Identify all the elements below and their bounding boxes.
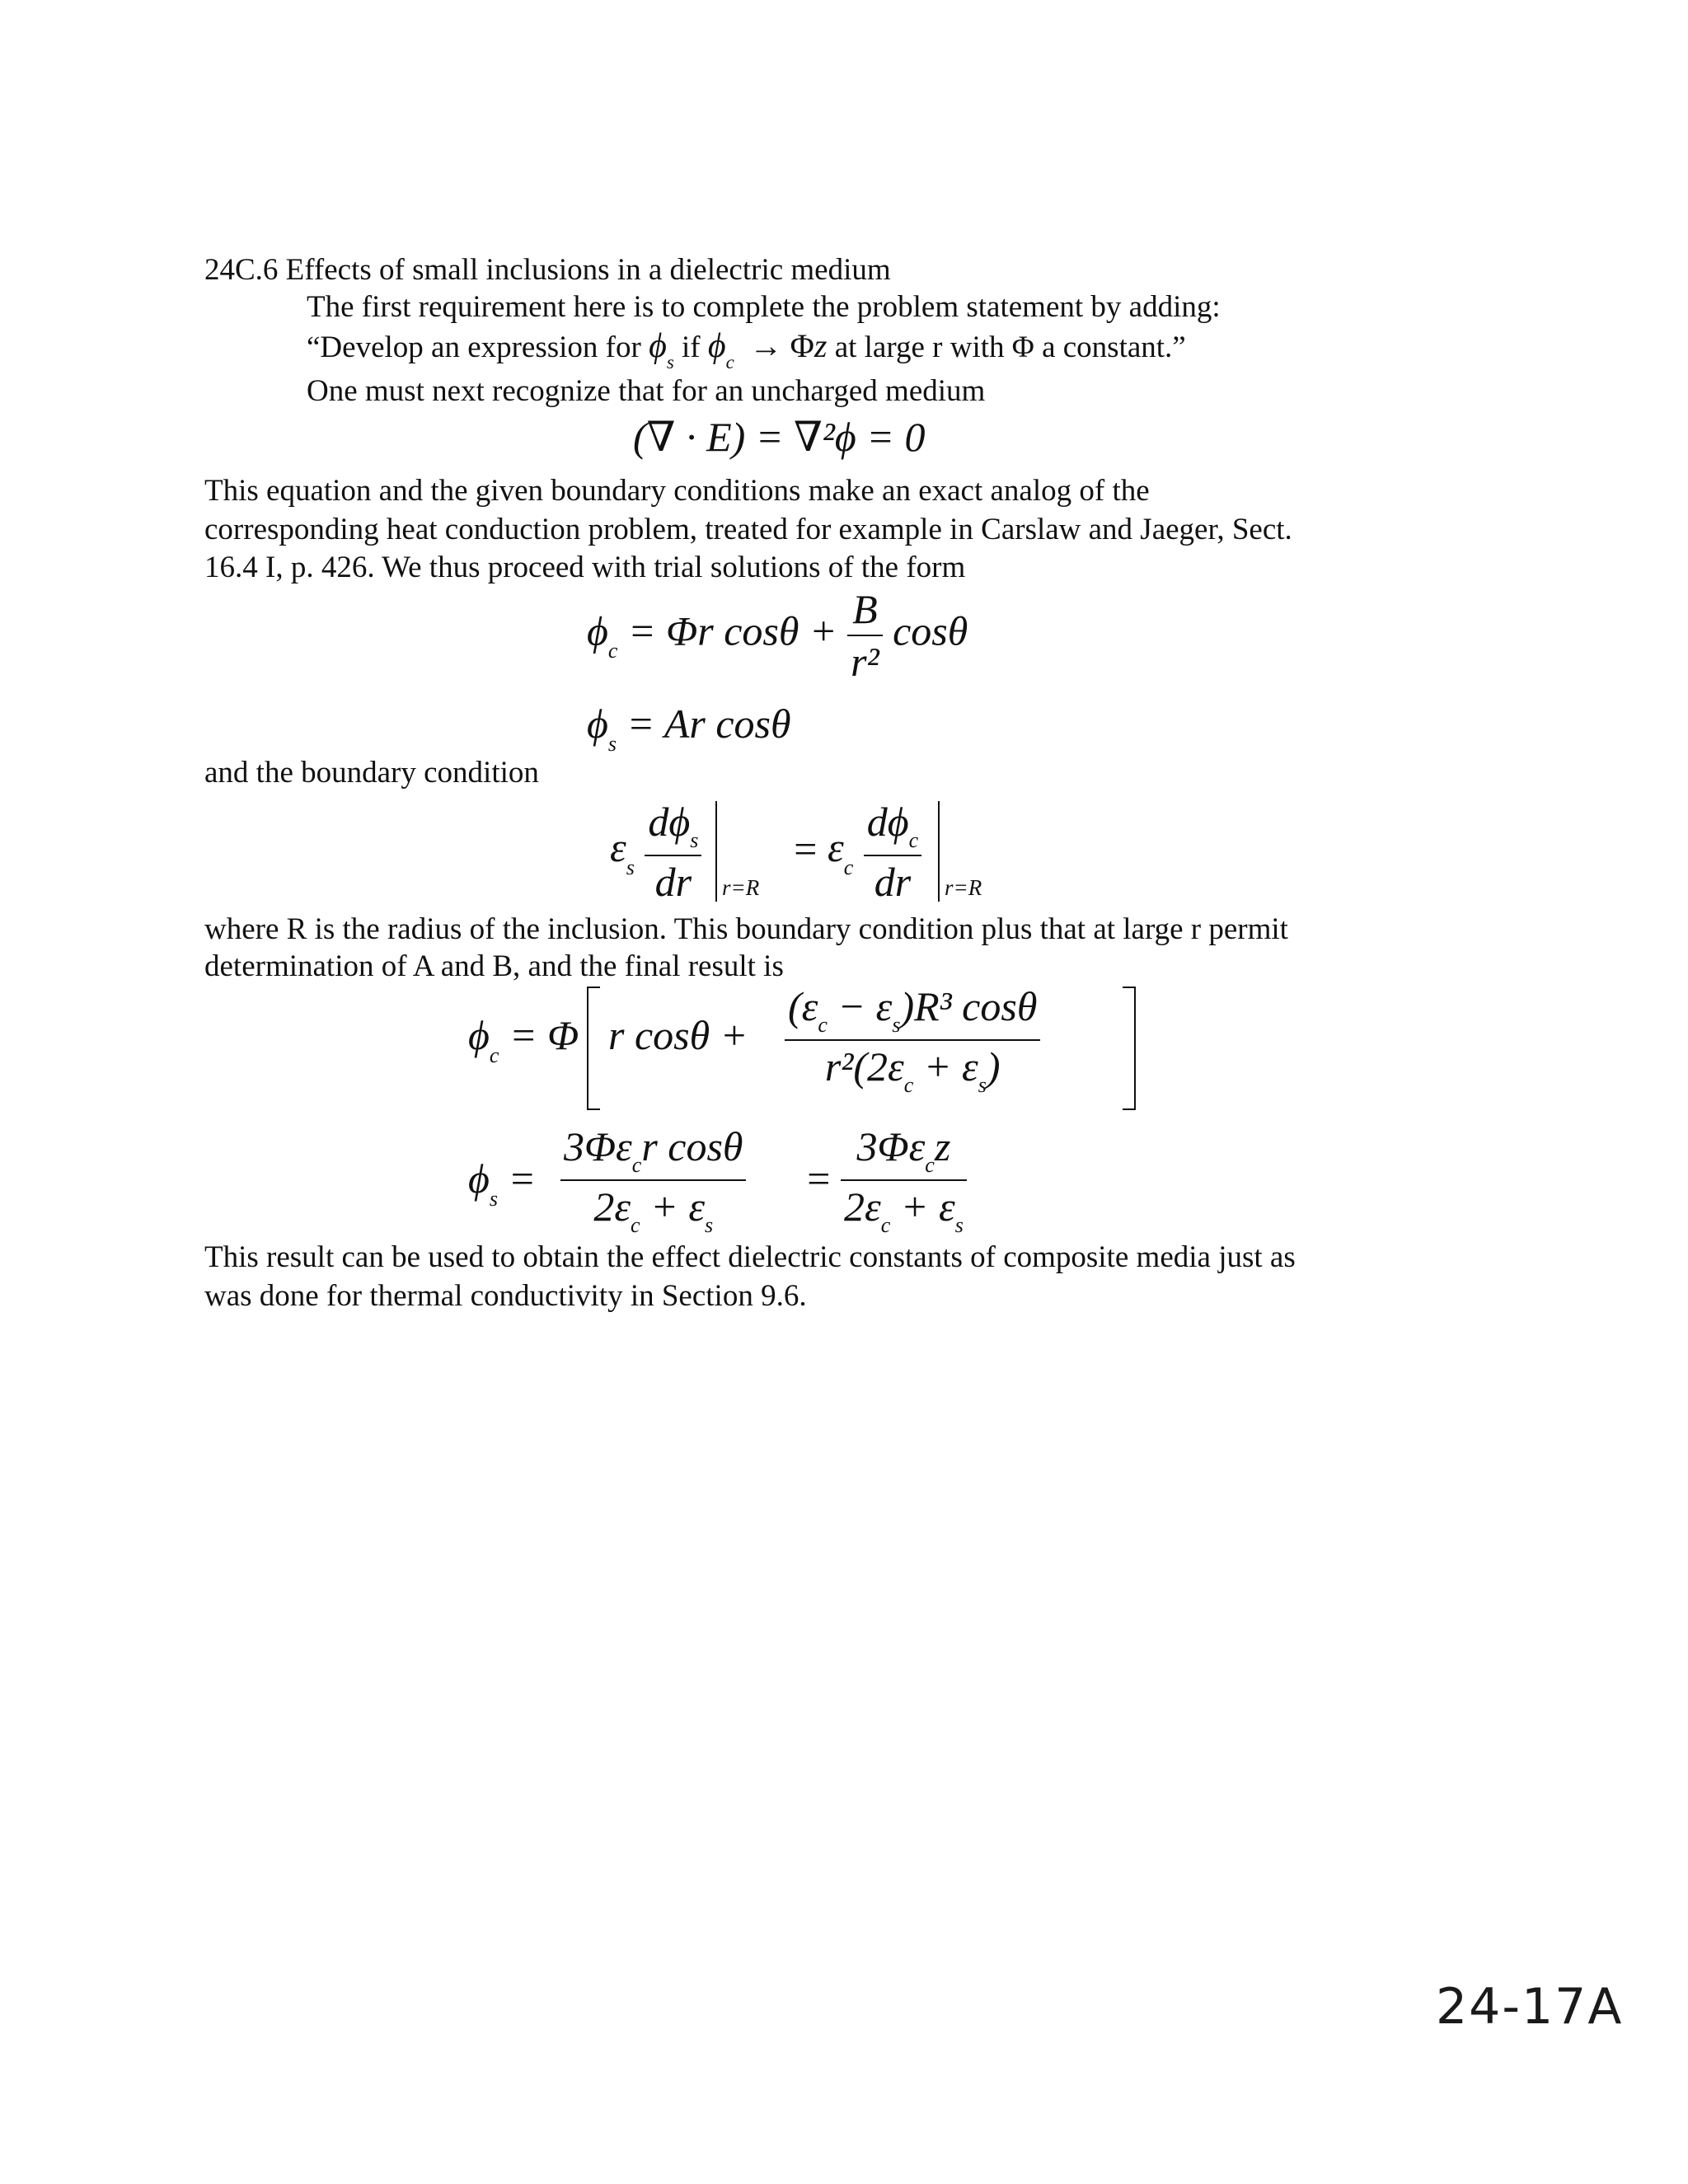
- phi-symbol: ϕ: [468, 1012, 490, 1058]
- phi-subscript-c: c: [725, 352, 734, 373]
- trial-c-term-2: cosθ: [893, 607, 968, 654]
- fraction-bar: [847, 635, 882, 636]
- paragraph-boundary: and the boundary condition: [204, 756, 539, 790]
- equation-result-phi-s-lhs: [468, 1154, 536, 1211]
- paragraph-result-line-1: where R is the radius of the inclusion. This boundary condition plus that at large r permit: [204, 912, 1288, 946]
- fraction-numerator: $d\phi_c$: [866, 799, 919, 852]
- paragraph-result-line-2: determination of A and B, and the final result is: [204, 949, 784, 983]
- fraction-dphi-s-dr: [645, 798, 701, 906]
- equation-result-phi-s-fraction-2: [841, 1122, 967, 1238]
- epsilon-symbol: ε: [828, 823, 844, 870]
- result-c-equals-Phi: = Φ: [509, 1012, 579, 1058]
- fraction-dphi-c-dr: [864, 798, 921, 906]
- fraction-denominator: r²: [851, 639, 879, 685]
- phi-subscript-c: c: [607, 639, 618, 663]
- quote-text-start: “Develop an expression for: [307, 330, 641, 364]
- epsilon-subscript-s: s: [626, 855, 635, 879]
- paragraph-quote: [307, 327, 1186, 373]
- evaluation-bar: [938, 801, 940, 902]
- phi-subscript-s: s: [607, 732, 617, 756]
- phi-subscript-s: s: [666, 352, 674, 373]
- Phi-symbol: Φ: [1011, 330, 1034, 364]
- paragraph-conclusion-line-2: was done for thermal conductivity in Section 9.6.: [204, 1279, 807, 1313]
- fraction-numerator: B: [852, 586, 878, 632]
- right-bracket: [1123, 987, 1136, 1110]
- equation-laplace: (∇ · E) = ∇²ϕ = 0: [633, 414, 926, 460]
- fraction-denominator: $2\varepsilon_c + \varepsilon_s$: [844, 1183, 964, 1237]
- phi-subscript-c: c: [489, 1043, 499, 1067]
- fraction-B-over-r2: [847, 585, 882, 686]
- fraction-denominator: dr: [874, 859, 912, 905]
- evaluation-bar: [715, 801, 717, 902]
- fraction-numerator: $3\Phi\varepsilon_cz$: [856, 1123, 951, 1177]
- epsilon-subscript-c: c: [843, 855, 854, 879]
- phi-symbol: ϕ: [649, 327, 667, 365]
- fraction-bar: [785, 1039, 1040, 1041]
- Phi-symbol: Φ: [790, 327, 814, 364]
- fraction-numerator: $3\Phi\varepsilon_cr$ cosθ: [564, 1123, 743, 1177]
- fraction-bar: [645, 855, 701, 856]
- fraction-result-s-1: [560, 1122, 746, 1238]
- equation-result-phi-s-fraction-1: [560, 1122, 746, 1238]
- evaluation-subscript: r=R: [945, 875, 982, 900]
- equation-result-phi-c-fraction: [785, 982, 1040, 1098]
- equation-result-phi-c-lhs: [468, 1010, 579, 1067]
- fraction-bar: [560, 1179, 746, 1181]
- phi-symbol: ϕ: [468, 1155, 490, 1202]
- paragraph-uncharged: One must next recognize that for an uncharged medium: [307, 374, 986, 408]
- equation-boundary-condition: [610, 798, 701, 906]
- fraction-numerator: $d\phi_s$: [648, 799, 699, 852]
- fraction-denominator: dr: [654, 859, 692, 905]
- fraction-bar: [841, 1179, 967, 1181]
- equation-trial-phi-c: [587, 585, 968, 686]
- quote-text-end: a constant.”: [1042, 330, 1186, 364]
- equation-boundary-rhs: [828, 798, 921, 906]
- fraction-bar: [864, 855, 921, 856]
- phi-symbol: ϕ: [587, 701, 608, 747]
- fraction-denominator: $2\varepsilon_c + \varepsilon_s$: [593, 1183, 714, 1237]
- fraction-result-c: [785, 982, 1040, 1098]
- paragraph-analog-line-2: corresponding heat conduction problem, treated for example in Carslaw and Jaeger, Sect.: [204, 513, 1292, 546]
- paragraph-analog-line-3: 16.4 I, p. 426. We thus proceed with trial solutions of the form: [204, 551, 966, 584]
- fraction-result-s-2: [841, 1122, 967, 1238]
- left-bracket: [587, 987, 600, 1110]
- section-heading: 24C.6 Effects of small inclusions in a dielectric medium: [204, 253, 891, 287]
- phi-symbol: ϕ: [587, 607, 608, 654]
- handwritten-page-number: 24-17A: [1436, 1978, 1624, 2036]
- result-c-term-1: r cosθ +: [608, 1012, 748, 1058]
- epsilon-symbol: ε: [610, 823, 626, 870]
- equation-trial-phi-s: [587, 699, 791, 756]
- phi-subscript-s: s: [489, 1187, 499, 1211]
- paragraph-analog-line-1: This equation and the given boundary conditions make an exact analog of the: [204, 474, 1150, 508]
- trial-c-term-1: = Φr cosθ +: [627, 607, 837, 654]
- arrow-icon: →: [749, 327, 783, 364]
- fraction-numerator: $(\varepsilon_c - \varepsilon_s)R^3$ cosθ: [788, 983, 1038, 1037]
- evaluation-subscript: r=R: [722, 875, 760, 900]
- quote-text-mid: at large r with: [834, 330, 1005, 364]
- result-s-equals-2: =: [804, 1155, 832, 1202]
- result-s-equals: =: [508, 1155, 537, 1202]
- paragraph-requirement: The first requirement here is to complete the problem statement by adding:: [307, 290, 1221, 324]
- quote-if: if: [682, 330, 701, 364]
- equation-boundary-equals: =: [791, 826, 819, 872]
- phi-symbol: ϕ: [707, 327, 726, 365]
- paragraph-conclusion-line-1: This result can be used to obtain the effect dielectric constants of composite media just as: [204, 1240, 1296, 1274]
- z-symbol: z: [814, 327, 828, 364]
- trial-s-rhs: = Ar cosθ: [626, 701, 791, 747]
- fraction-denominator: $r^2(2\varepsilon_c + \varepsilon_s)$: [824, 1043, 1001, 1097]
